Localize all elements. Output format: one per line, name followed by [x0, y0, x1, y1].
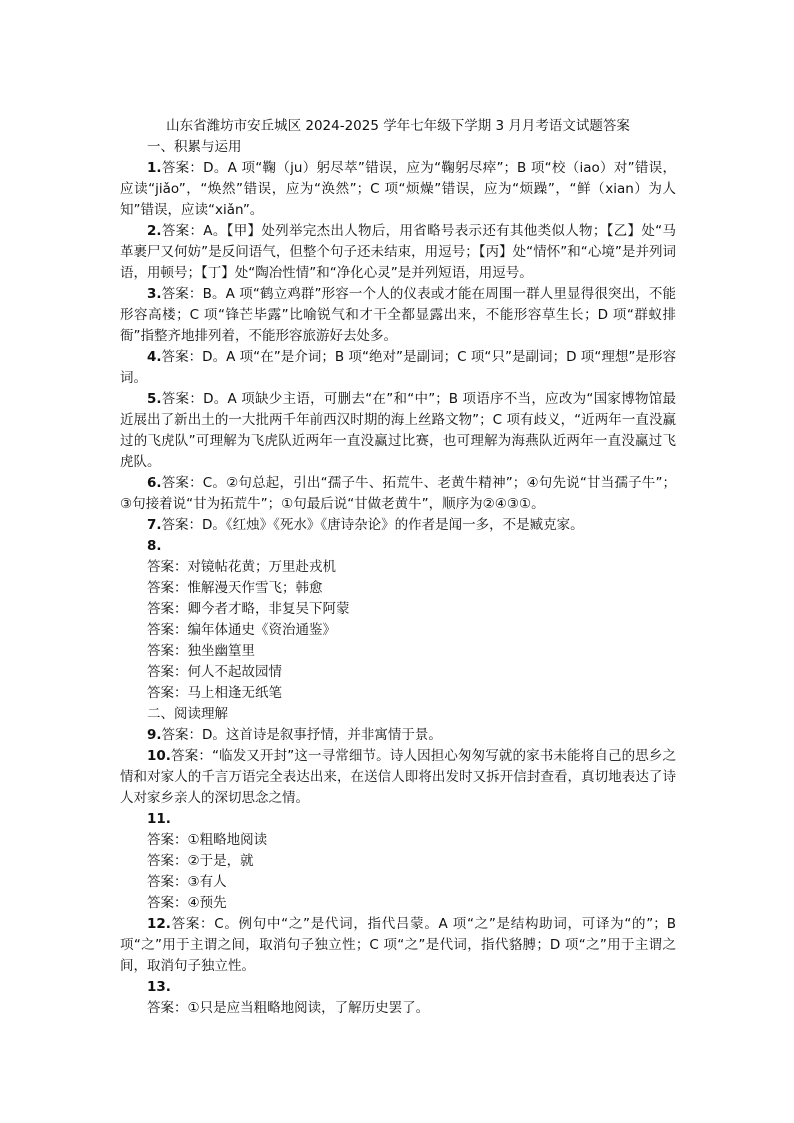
answer-7	[120, 515, 676, 536]
answer-text: 答案：D。《红烛》《死水》《唐诗杂论》的作者是闻一多，不是臧克家。	[161, 517, 584, 533]
answer-6	[120, 473, 676, 515]
answer-text: 答案：D。这首诗是叙事抒情，并非寓情于景。	[161, 727, 442, 743]
section-heading-reading: 二、阅读理解	[147, 706, 228, 722]
answer-13-1: 答案：①只是应当粗略地阅读，了解历史罢了。	[147, 1000, 430, 1016]
answer-document	[120, 116, 676, 1019]
answer-text: 答案：C。例句中“之”是代词，指代吕蒙。A 项“之”是结构助词，可译为“的”；B 项“之”用于主谓之间，取消句子独立性；C 项“之”是代词，指代貉膊；D 项“之”用于主谓之间，取消句子独立性。	[120, 916, 676, 974]
answer-4	[120, 347, 676, 389]
question-number: 3.	[147, 286, 162, 302]
answer-8-7: 答案：马上相逢无纸笔	[147, 685, 282, 701]
answer-11-3: 答案：③有人	[147, 874, 227, 890]
answer-text: 答案：“临发又开封”这一寻常细节。诗人因担心匆匆写就的家书未能将自己的思乡之情和对家人的千言万语完全表达出来，在送信人即将出发时又拆开信封查看，真切地表达了诗人对家乡亲人的深切思念之情。	[120, 748, 676, 806]
document-title: 山东省潍坊市安丘城区 2024-2025 学年七年级下学期 3 月月考语文试题答案	[166, 118, 630, 134]
answer-11-1: 答案：①粗略地阅读	[147, 832, 268, 848]
question-number: 7.	[147, 517, 162, 533]
answer-text: 答案：C。②句总起，引出“孺子牛、拓荒牛、老黄牛精神”；④句先说“甘当孺子牛”；③句接着说“甘为拓荒牛”；①句最后说“甘做老黄牛”，顺序为②④③①。	[120, 475, 676, 512]
question-number: 5.	[147, 391, 162, 407]
question-number: 12.	[147, 916, 171, 932]
question-number-13: 13.	[147, 979, 171, 995]
answer-1	[120, 158, 676, 221]
question-number: 10.	[147, 748, 171, 764]
answer-12	[120, 914, 676, 977]
answer-8-2: 答案：惟解漫天作雪飞；韩愈	[147, 580, 323, 596]
question-number: 9.	[147, 727, 162, 743]
answer-9	[120, 725, 676, 746]
answer-8-1: 答案：对镜帖花黄；万里赴戎机	[147, 559, 336, 575]
question-number: 2.	[147, 223, 162, 239]
answer-text: 答案：A。【甲】处列举完杰出人物后，用省略号表示还有其他类似人物；【乙】处“马革裹尸又何妨”是反问语气，但整个句子还未结束，用逗号；【丙】处“情怀”和“心境”是并列词语，用顿号；【丁】处“陶冶性情”和“净化心灵”是并列短语，用逗号。	[120, 223, 676, 281]
question-number: 4.	[147, 349, 162, 365]
answer-10	[120, 746, 676, 809]
question-number-8: 8.	[147, 538, 162, 554]
answer-8-5: 答案：独坐幽篁里	[147, 643, 255, 659]
question-number-11: 11.	[147, 811, 171, 827]
answer-8-6: 答案：何人不起故园情	[147, 664, 282, 680]
answer-8-3: 答案：卿今者才略，非复吴下阿蒙	[147, 601, 350, 617]
answer-2	[120, 221, 676, 284]
answer-5	[120, 389, 676, 473]
question-number: 6.	[147, 475, 162, 491]
answer-3	[120, 284, 676, 347]
answer-text: 答案：B。A 项“鹤立鸡群”形容一个人的仪表或才能在周围一群人里显得很突出，不能形容高楼；C 项“锋芒毕露”比喻锐气和才干全都显露出来，不能形容草生长；D 项“群蚁排衙”指整齐地排列着，不能形容旅游好去处多。	[120, 286, 676, 344]
answer-text: 答案：D。A 项缺少主语，可删去“在”和“中”；B 项语序不当，应改为“国家博物馆最近展出了新出土的一大批两千年前西汉时期的海上丝路文物”；C 项有歧义，“近两年一直没赢过的飞虎队”可理解为飞虎队近两年一直没赢过比赛，也可理解为海燕队近两年一直没赢过飞虎队。	[120, 391, 676, 470]
answer-11-4: 答案：④预先	[147, 895, 227, 911]
answer-text: 答案：D。A 项“在”是介词；B 项“绝对”是副词；C 项“只”是副词；D 项“理想”是形容词。	[120, 349, 676, 386]
question-number: 1.	[147, 160, 162, 176]
answer-8-4: 答案：编年体通史《资治通鉴》	[147, 622, 336, 638]
section-heading-accumulation: 一、积累与运用	[147, 139, 242, 155]
answer-11-2: 答案：②于是，就	[147, 853, 254, 869]
answer-text: 答案：D。A 项“鞠（ju）躬尽萃”错误，应为“鞠躬尽瘁”；B 项“校（iao）对”错误，应读“jiǎo”，“焕然”错误，应为“涣然”；C 项“烦燥”错误，应为“烦躁”，“鲜（xian）为人知”错误，应读“xiǎn”。	[120, 160, 676, 218]
